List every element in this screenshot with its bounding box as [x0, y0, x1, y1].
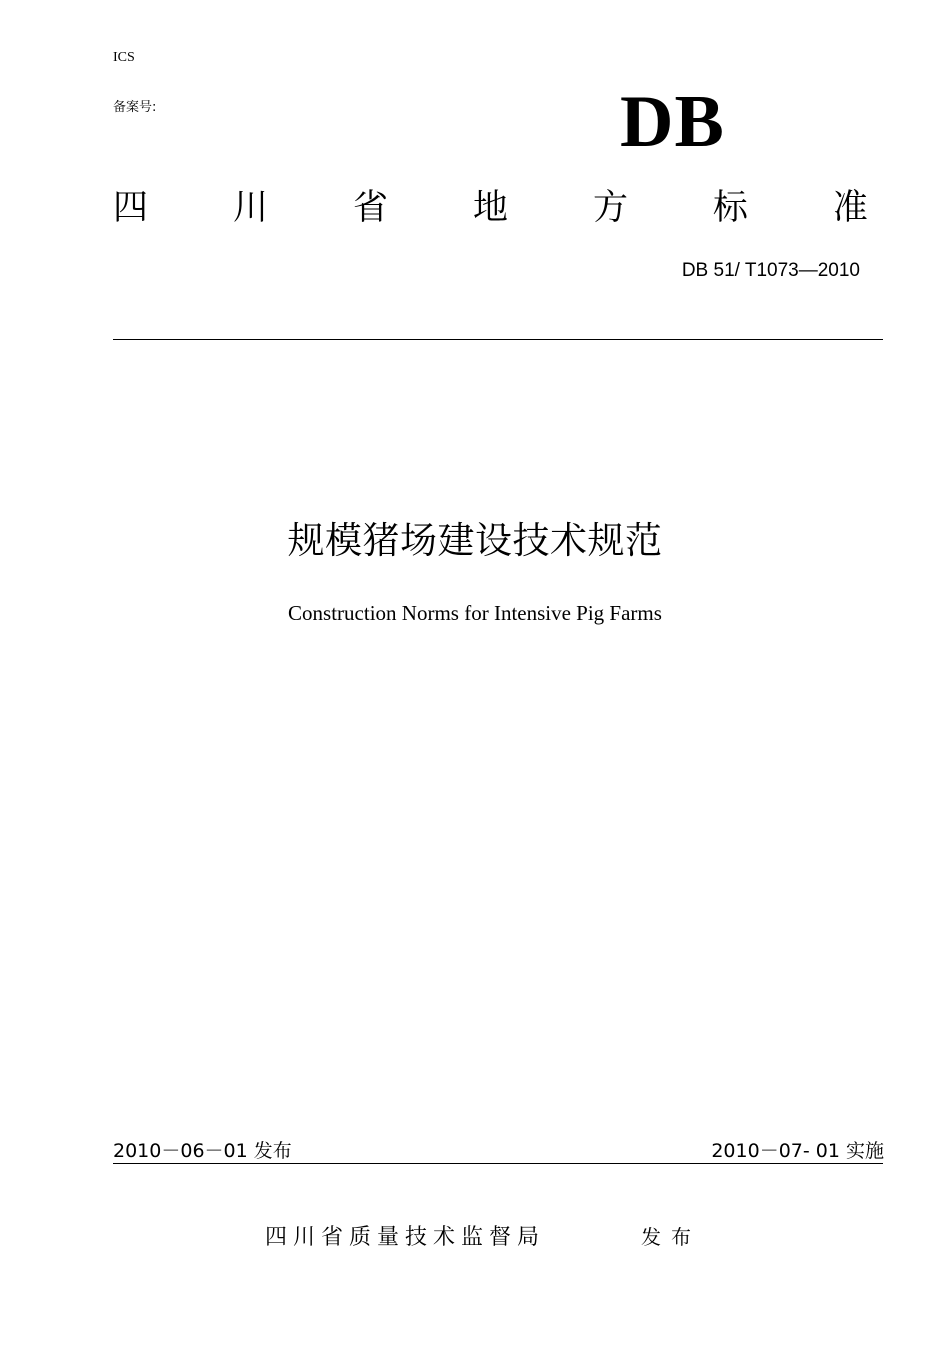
standard-type-char: 标	[712, 188, 748, 228]
standard-type-char: 地	[472, 188, 508, 228]
standard-type-char: 方	[592, 188, 628, 228]
issue-date: 2010－06－01 发布	[113, 1140, 292, 1162]
standard-type-char: 准	[832, 188, 868, 228]
ics-label: ICS	[113, 50, 135, 65]
issuing-authority: 四川省质量技术监督局	[265, 1225, 546, 1250]
standard-type-char: 省	[352, 188, 388, 228]
footer-divider	[113, 1163, 883, 1164]
document-title-chinese: 规模猪场建设技术规范	[287, 519, 663, 562]
record-number-label: 备案号:	[113, 100, 157, 115]
standard-type-char: 四	[113, 188, 149, 228]
standard-type-heading	[113, 186, 868, 230]
implementation-date: 2010－07- 01 实施	[711, 1140, 884, 1162]
standard-type-char: 川	[232, 188, 268, 228]
standard-number: DB 51/ T1073—2010	[681, 260, 860, 281]
header-divider	[113, 339, 883, 340]
document-title-english: Construction Norms for Intensive Pig Farms	[288, 601, 662, 625]
db-logo: DB	[620, 81, 725, 163]
issue-word: 发布	[641, 1225, 701, 1249]
